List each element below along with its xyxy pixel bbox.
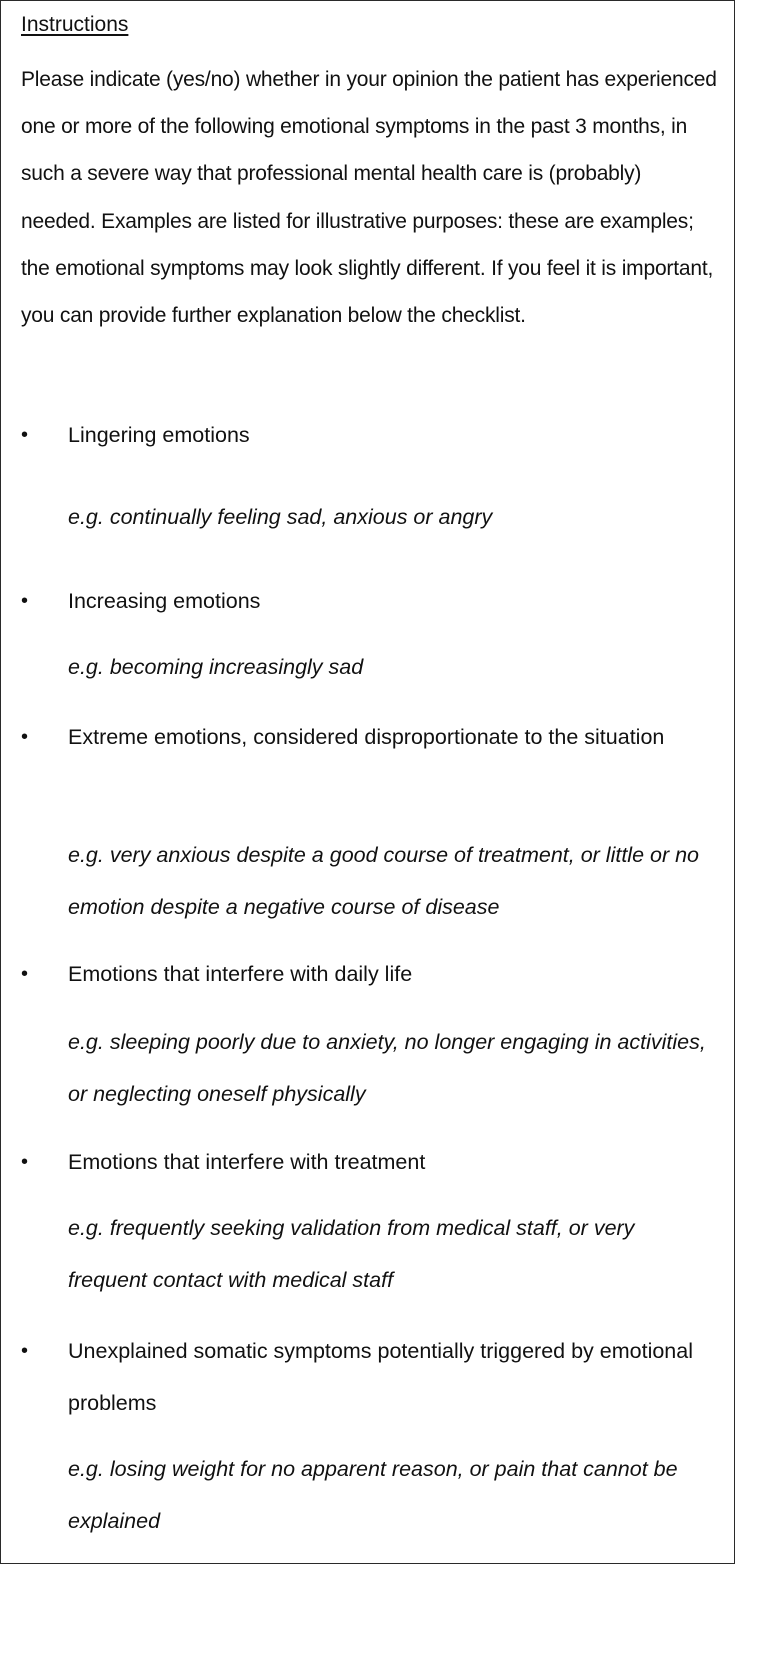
bullet-marker: • [21,963,29,985]
checklist-item-label: Emotions that interfere with treatment [68,1150,426,1174]
checklist-item-example: e.g. becoming increasingly sad [68,655,364,679]
bullet-marker: • [21,590,29,612]
bullet-marker: • [21,726,29,748]
checklist-item-label: Unexplained somatic symptoms potentially triggered by emotional problems [68,1339,694,1415]
checklist-item-label: Emotions that interfere with daily life [68,962,413,986]
checklist-item-example: e.g. continually feeling sad, anxious or angry [68,505,493,529]
checklist-item-example: e.g. very anxious despite a good course of treatment, or little or no emotion despite a negative course of disease [68,843,700,919]
bullet-marker: • [21,424,29,446]
instructions-text: Please indicate (yes/no) whether in your opinion the patient has experienced one or more of the following emotional symptoms in the past 3 months, in such a severe way that professional mental health care is (probably) needed. Examples are listed for illustrative purposes: these are examples; the emotional symptoms may look slightly different. If you feel it is important, you can provide further explanation below the checklist. [21,68,717,328]
checklist-item-example: e.g. losing weight for no apparent reason, or pain that cannot be explained [68,1457,678,1533]
checklist-item-label: Lingering emotions [68,423,250,447]
bullet-marker: • [21,1151,29,1173]
checklist-item-label: Increasing emotions [68,589,261,613]
checklist-item-example: e.g. sleeping poorly due to anxiety, no longer engaging in activities, or neglecting oneself physically [68,1030,706,1106]
checklist-item-example: e.g. frequently seeking validation from medical staff, or very frequent contact with medical staff [68,1216,635,1292]
bullet-marker: • [21,1340,29,1362]
instructions-heading: Instructions [21,13,129,36]
checklist-item-label: Extreme emotions, considered disproportionate to the situation [68,725,665,749]
